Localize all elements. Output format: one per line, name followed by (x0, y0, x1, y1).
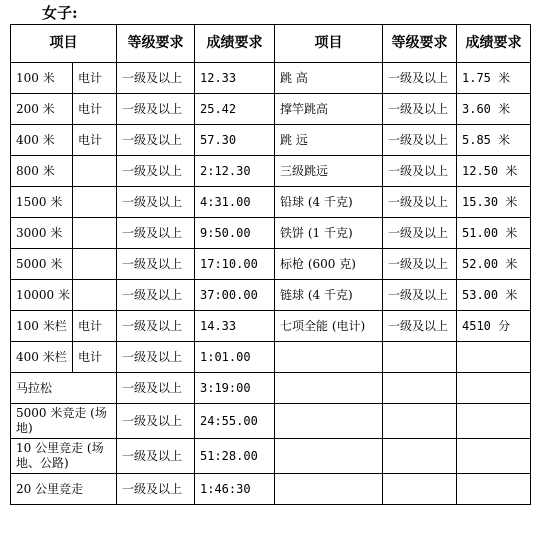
event-name-2: 铅球 (4 千克) (275, 187, 383, 218)
header-grade-2: 等级要求 (383, 25, 457, 63)
grade-requirement-2 (383, 474, 457, 505)
table-row (11, 373, 531, 404)
table-row (11, 125, 531, 156)
event-name: 200 米 (11, 94, 73, 125)
timing-note: 电计 (73, 125, 117, 156)
result-requirement-2 (457, 373, 531, 404)
header-result: 成绩要求 (195, 25, 275, 63)
timing-note: 电计 (73, 94, 117, 125)
grade-requirement: 一级及以上 (117, 63, 195, 94)
event-name-2 (275, 474, 383, 505)
event-name: 400 米 (11, 125, 73, 156)
grade-requirement: 一级及以上 (117, 187, 195, 218)
result-requirement: 14.33 (195, 311, 275, 342)
event-name: 100 米栏 (11, 311, 73, 342)
result-requirement: 17:10.00 (195, 249, 275, 280)
grade-requirement: 一级及以上 (117, 474, 195, 505)
result-requirement: 2:12.30 (195, 156, 275, 187)
result-requirement-2: 4510 分 (457, 311, 531, 342)
event-name-2: 撑竿跳高 (275, 94, 383, 125)
table-row (11, 94, 531, 125)
timing-note (73, 249, 117, 280)
event-name-2: 跳 高 (275, 63, 383, 94)
event-name: 10 公里竞走 (场地、公路) (11, 439, 117, 474)
grade-requirement: 一级及以上 (117, 373, 195, 404)
grade-requirement: 一级及以上 (117, 94, 195, 125)
header-row (11, 25, 531, 63)
result-requirement-2: 53.00 米 (457, 280, 531, 311)
result-requirement: 9:50.00 (195, 218, 275, 249)
grade-requirement-2 (383, 342, 457, 373)
event-name: 400 米栏 (11, 342, 73, 373)
event-name: 马拉松 (11, 373, 117, 404)
event-name: 10000 米 (11, 280, 73, 311)
timing-note: 电计 (73, 63, 117, 94)
result-requirement: 37:00.00 (195, 280, 275, 311)
result-requirement-2: 15.30 米 (457, 187, 531, 218)
grade-requirement: 一级及以上 (117, 156, 195, 187)
result-requirement-2: 52.00 米 (457, 249, 531, 280)
grade-requirement: 一级及以上 (117, 439, 195, 474)
event-name: 800 米 (11, 156, 73, 187)
table-row (11, 404, 531, 439)
table-row (11, 439, 531, 474)
result-requirement: 4:31.00 (195, 187, 275, 218)
event-name-2: 七项全能 (电计) (275, 311, 383, 342)
timing-note (73, 187, 117, 218)
grade-requirement: 一级及以上 (117, 404, 195, 439)
grade-requirement-2 (383, 404, 457, 439)
result-requirement-2: 1.75 米 (457, 63, 531, 94)
result-requirement-2: 12.50 米 (457, 156, 531, 187)
result-requirement-2 (457, 439, 531, 474)
result-requirement-2: 3.60 米 (457, 94, 531, 125)
result-requirement: 1:01.00 (195, 342, 275, 373)
event-name: 20 公里竞走 (11, 474, 117, 505)
event-name-2 (275, 439, 383, 474)
result-requirement-2: 51.00 米 (457, 218, 531, 249)
table-row (11, 280, 531, 311)
table-body (11, 63, 531, 505)
grade-requirement-2: 一级及以上 (383, 156, 457, 187)
standards-table (10, 24, 531, 505)
event-name-2: 三级跳远 (275, 156, 383, 187)
result-requirement: 12.33 (195, 63, 275, 94)
grade-requirement-2: 一级及以上 (383, 94, 457, 125)
grade-requirement-2: 一级及以上 (383, 218, 457, 249)
table-row (11, 474, 531, 505)
timing-note (73, 280, 117, 311)
timing-note: 电计 (73, 311, 117, 342)
grade-requirement-2: 一级及以上 (383, 63, 457, 94)
grade-requirement: 一级及以上 (117, 280, 195, 311)
result-requirement-2: 5.85 米 (457, 125, 531, 156)
event-name: 1500 米 (11, 187, 73, 218)
result-requirement: 51:28.00 (195, 439, 275, 474)
table-row (11, 311, 531, 342)
event-name: 100 米 (11, 63, 73, 94)
header-event-2: 项目 (275, 25, 383, 63)
table-row (11, 218, 531, 249)
event-name: 3000 米 (11, 218, 73, 249)
header-grade: 等级要求 (117, 25, 195, 63)
grade-requirement: 一级及以上 (117, 125, 195, 156)
result-requirement-2 (457, 342, 531, 373)
result-requirement-2 (457, 404, 531, 439)
section-heading: 女子: (42, 4, 78, 22)
result-requirement: 1:46:30 (195, 474, 275, 505)
grade-requirement-2: 一级及以上 (383, 280, 457, 311)
table-row (11, 342, 531, 373)
grade-requirement: 一级及以上 (117, 311, 195, 342)
grade-requirement: 一级及以上 (117, 342, 195, 373)
result-requirement: 25.42 (195, 94, 275, 125)
event-name-2 (275, 342, 383, 373)
timing-note: 电计 (73, 342, 117, 373)
event-name-2: 链球 (4 千克) (275, 280, 383, 311)
result-requirement: 3:19:00 (195, 373, 275, 404)
result-requirement: 57.30 (195, 125, 275, 156)
event-name-2: 标枪 (600 克) (275, 249, 383, 280)
event-name-2 (275, 404, 383, 439)
event-name-2 (275, 373, 383, 404)
grade-requirement: 一级及以上 (117, 218, 195, 249)
event-name-2: 铁饼 (1 千克) (275, 218, 383, 249)
table-row (11, 249, 531, 280)
table-row (11, 187, 531, 218)
event-name: 5000 米 (11, 249, 73, 280)
grade-requirement-2: 一级及以上 (383, 249, 457, 280)
timing-note (73, 218, 117, 249)
table-row (11, 63, 531, 94)
grade-requirement-2 (383, 373, 457, 404)
grade-requirement-2: 一级及以上 (383, 311, 457, 342)
event-name-2: 跳 远 (275, 125, 383, 156)
header-result-2: 成绩要求 (457, 25, 531, 63)
result-requirement: 24:55.00 (195, 404, 275, 439)
grade-requirement-2 (383, 439, 457, 474)
event-name: 5000 米竞走 (场地) (11, 404, 117, 439)
grade-requirement-2: 一级及以上 (383, 125, 457, 156)
grade-requirement-2: 一级及以上 (383, 187, 457, 218)
timing-note (73, 156, 117, 187)
grade-requirement: 一级及以上 (117, 249, 195, 280)
result-requirement-2 (457, 474, 531, 505)
table-row (11, 156, 531, 187)
header-event: 项目 (11, 25, 117, 63)
